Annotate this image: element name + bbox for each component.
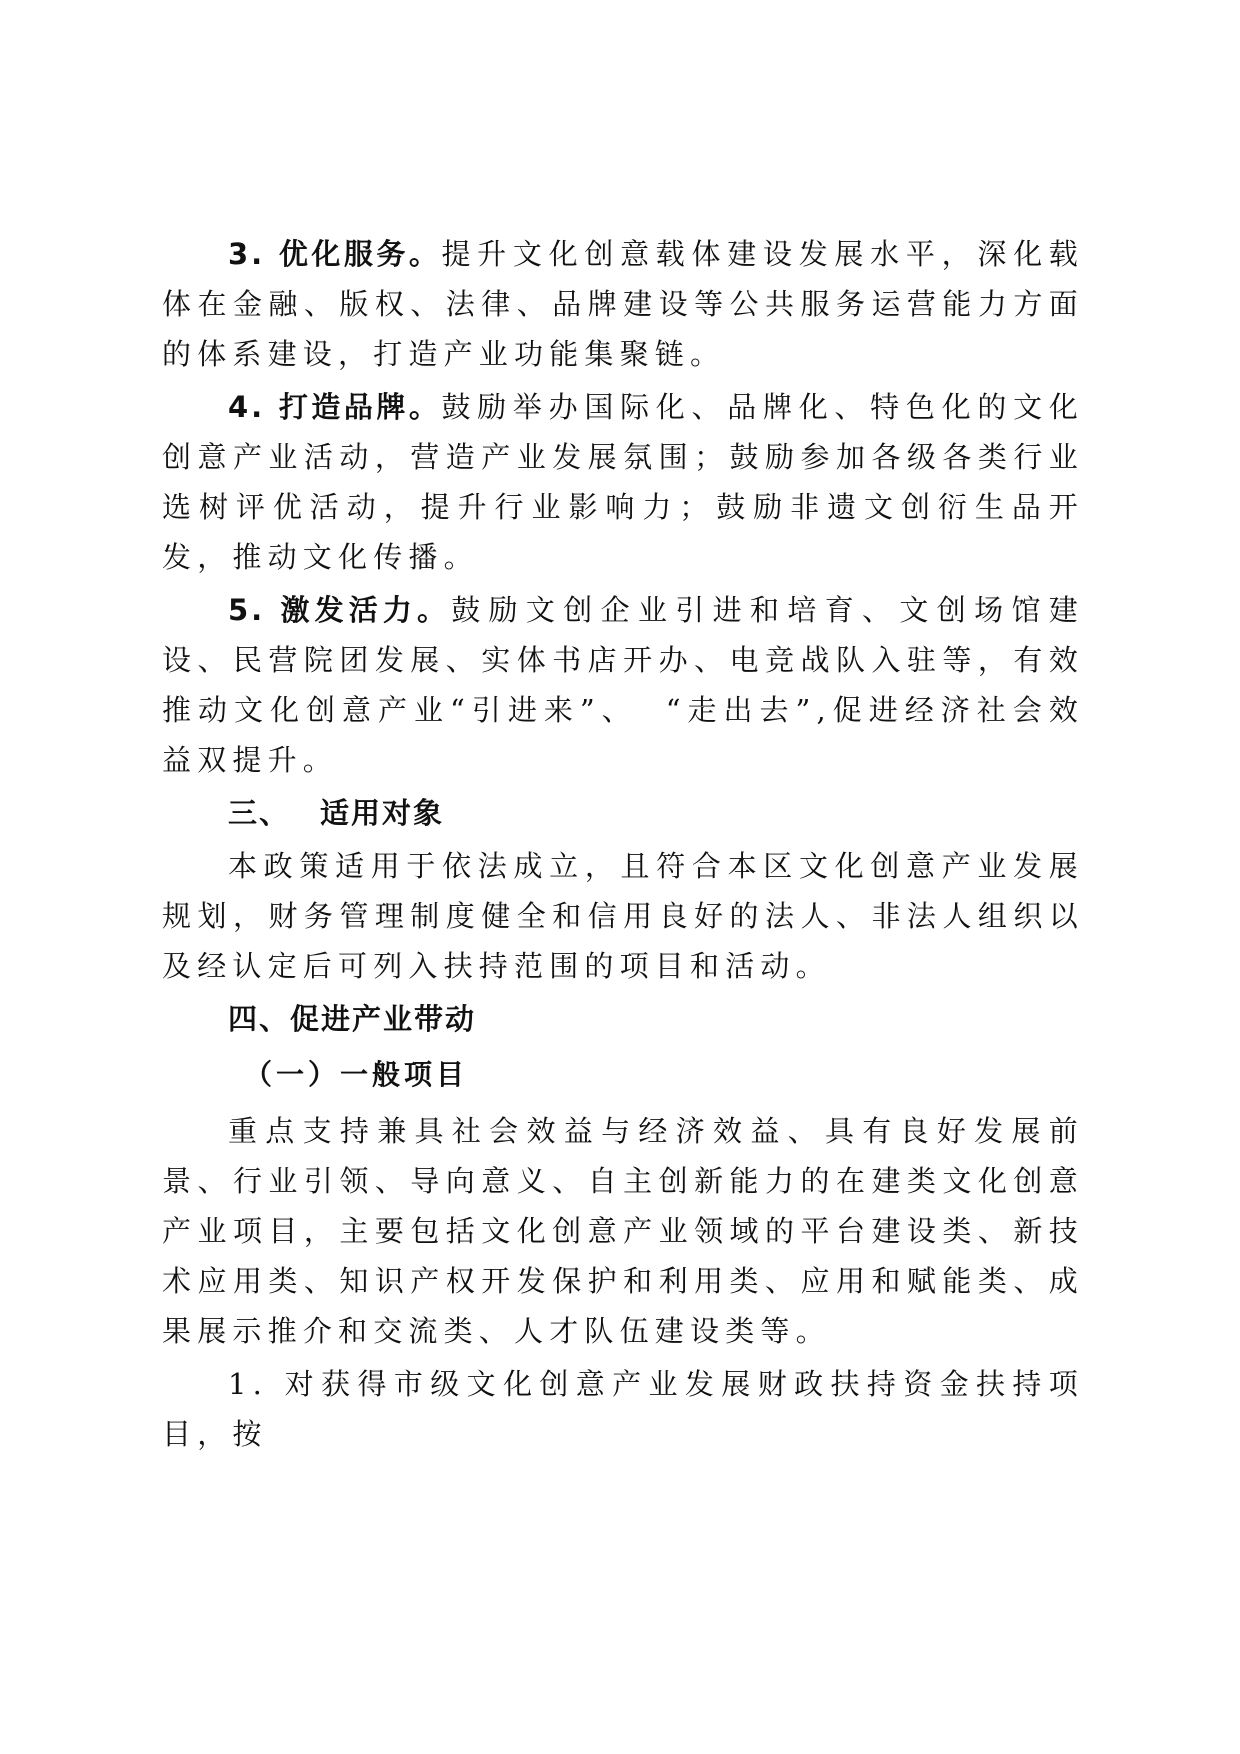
section-number: 三、: [228, 796, 291, 830]
item-lead: 4. 打造品牌。: [228, 390, 442, 424]
subsection-heading-general-projects: （一）一般项目: [244, 1058, 469, 1091]
item-lead: 5. 激发活力。: [228, 593, 452, 627]
numbered-item-1: 1. 对获得市级文化创意产业发展财政扶持资金扶持项目，按: [162, 1367, 1084, 1451]
section-heading-industry-promotion: 四、促进产业带动: [228, 1002, 477, 1036]
section-body-applicable-objects: 本政策适用于依法成立，且符合本区文化创意产业发展规划，财务管理制度健全和信用良好的法人、非法人组织以及经认定后可列入扶持范围的项目和活动。: [162, 849, 1084, 983]
item-text: 提升文化创意载体建设发展水平，深化载体在金融、版权、法律、品牌建设等公共服务运营能力方面的体系建设，打造产业功能集聚链。: [162, 237, 1084, 371]
item-stimulate-vitality: [162, 585, 1084, 785]
item-text: 鼓励文创企业引进和培育、文创场馆建设、民营院团发展、实体书店开办、电竞战队入驻等，有效推动文化创意产业“引进来”、: [162, 593, 1085, 727]
item-text: 鼓励举办国际化、品牌化、特色化的文化创意产业活动，营造产业发展氛围；鼓励参加各级各类行业选树评优活动，提升行业影响力；鼓励非遗文创衍生品开发，推动文化传播。: [162, 390, 1084, 574]
item-optimize-service: [162, 229, 1084, 379]
section-body-general-projects: 重点支持兼具社会效益与经济效益、具有良好发展前景、行业引领、导向意义、自主创新能力的在建类文化创意产业项目，主要包括文化创意产业领域的平台建设类、新技术应用类、知识产权开发保护和利用类、应用和赋能类、成果展示推介和交流类、人才队伍建设类等。: [162, 1114, 1084, 1348]
item-text-continued: “走出去”,促进经济社会效益双提升。: [162, 693, 1084, 777]
item-lead: 3. 优化服务。: [228, 237, 442, 271]
item-build-brand: [162, 382, 1084, 582]
document-body: [162, 229, 1084, 1462]
section-heading-applicable-objects: [162, 788, 1084, 838]
section-title: 适用对象: [320, 796, 445, 830]
